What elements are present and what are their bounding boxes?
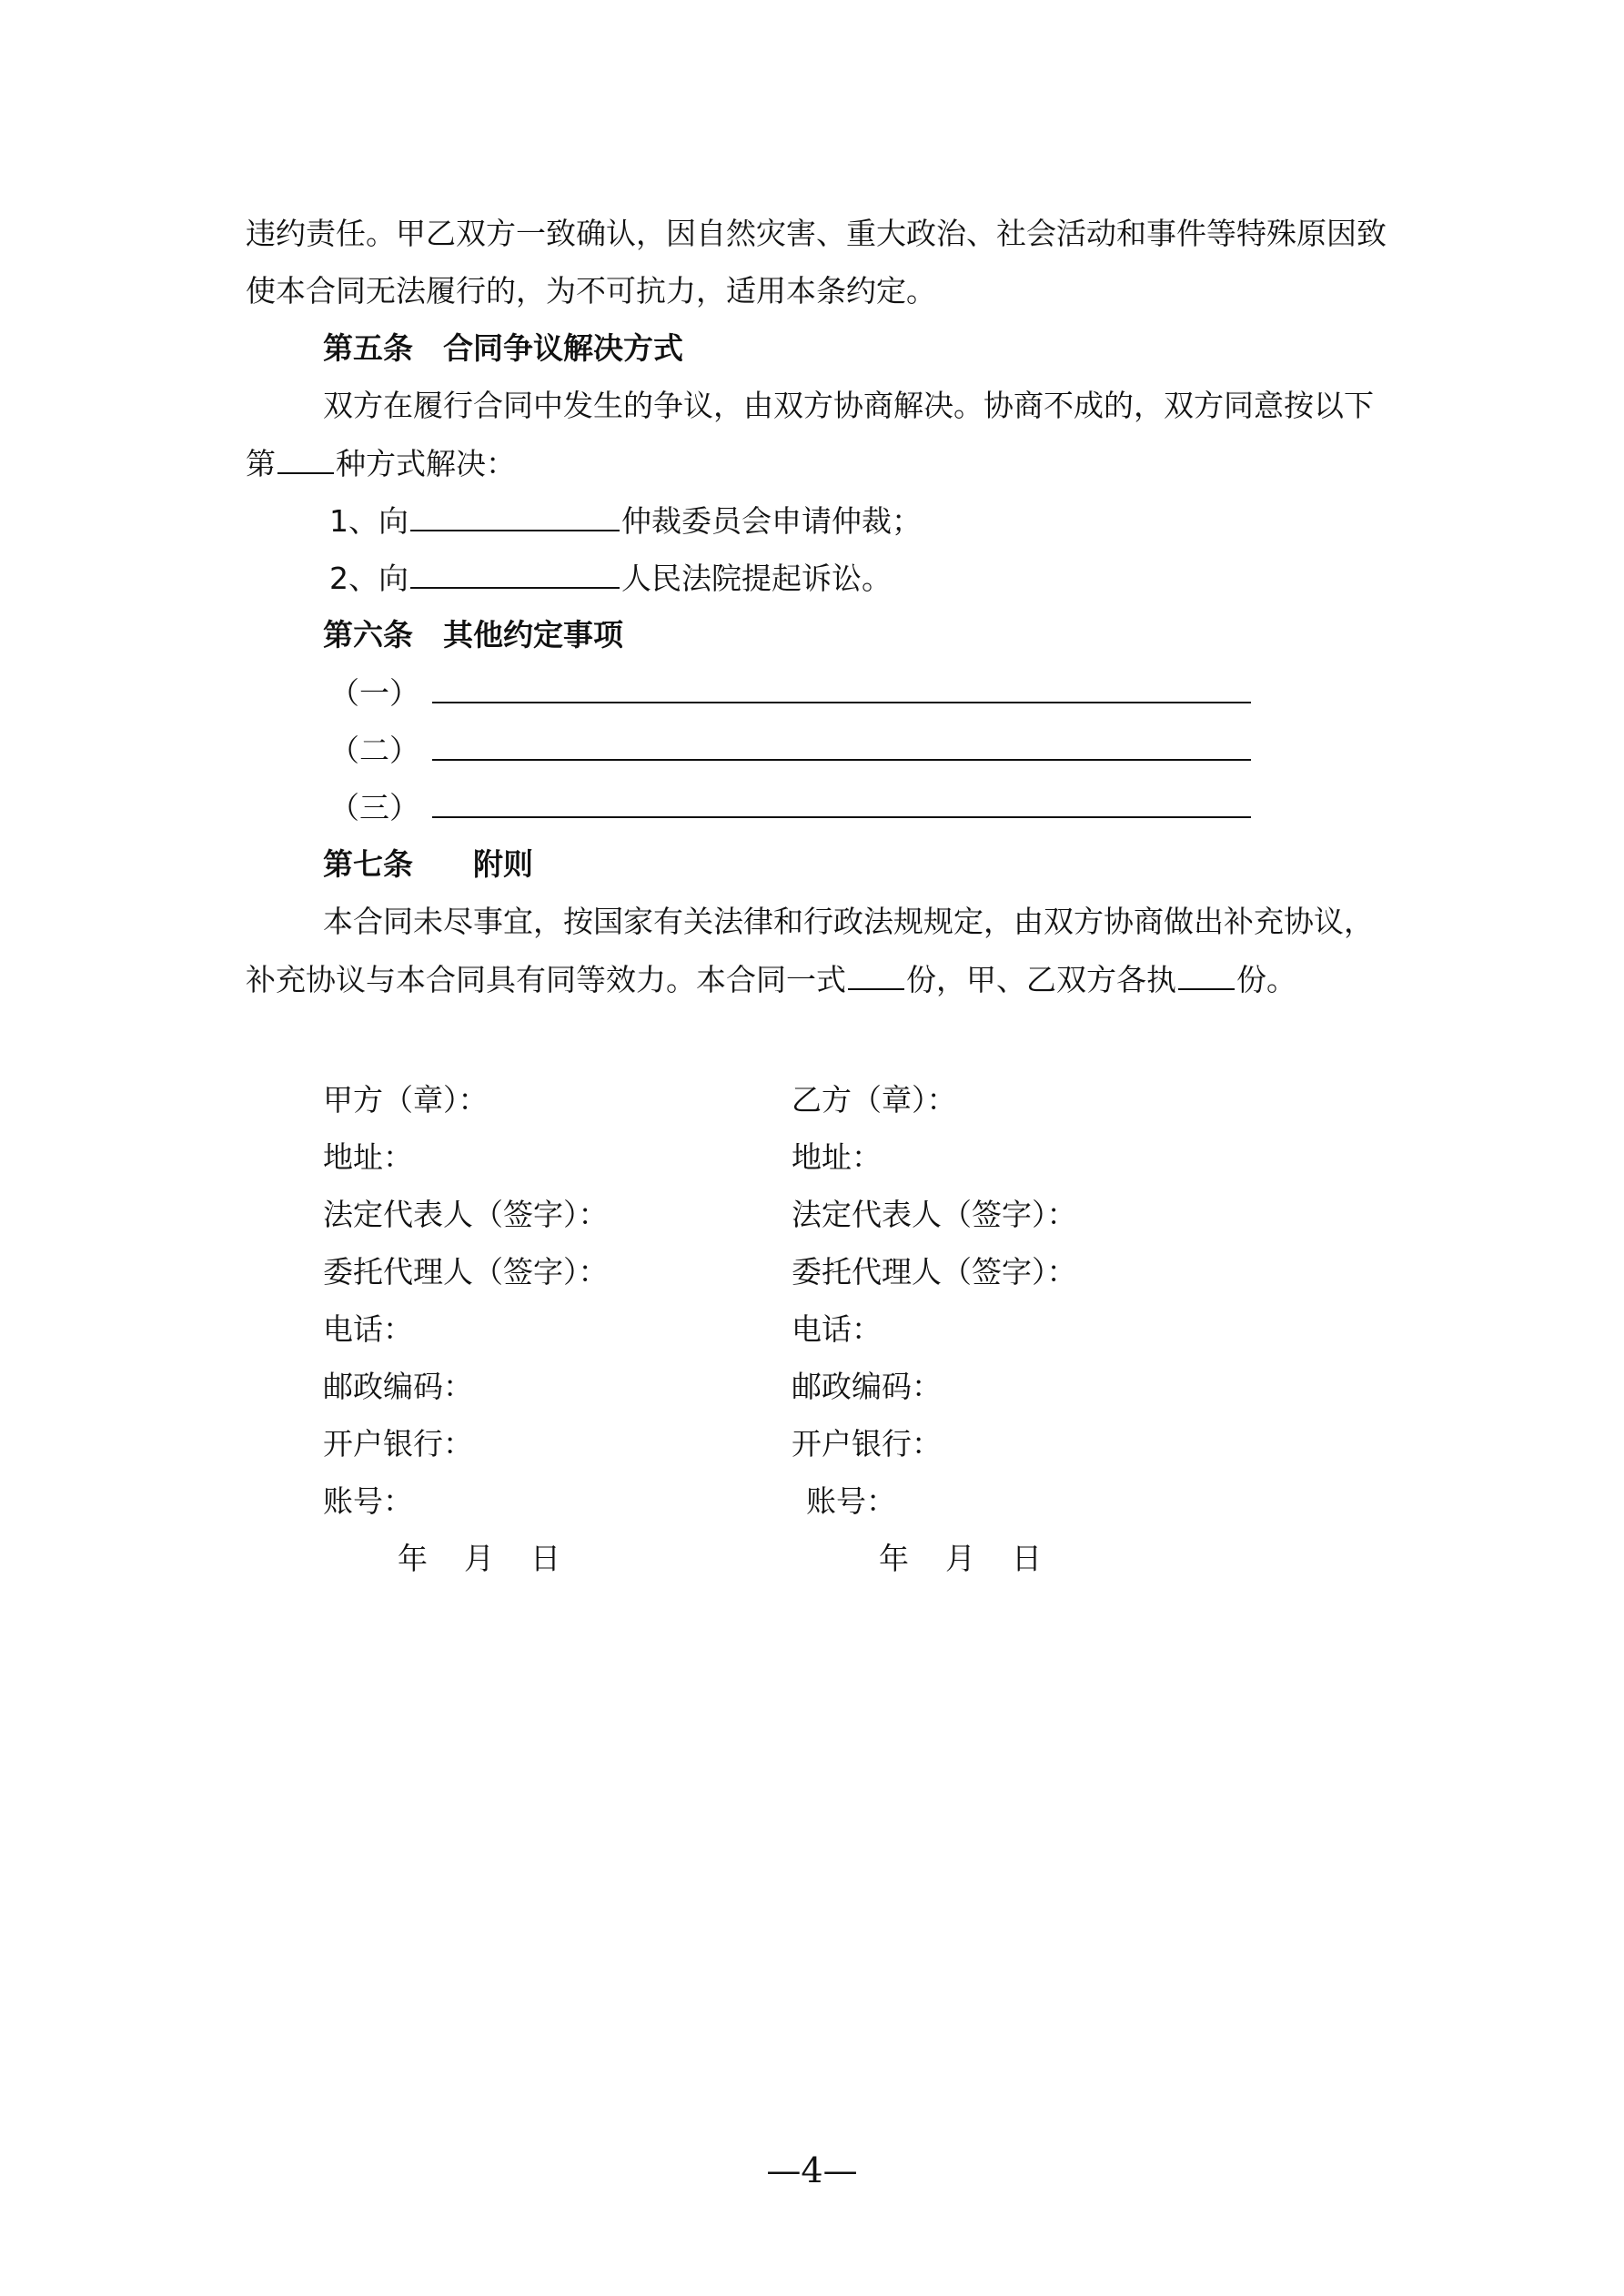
party-b-bank: 开户银行： [792, 1426, 942, 1462]
text-segment: 种方式解决： [336, 446, 516, 481]
article-5-title: 第五条 合同争议解决方式 [323, 330, 683, 366]
text-segment: 仲裁委员会申请仲裁； [621, 503, 922, 539]
date-day: 日 [530, 1541, 560, 1576]
paragraph-line: 违约责任。甲乙双方一致确认，因自然灾害、重大政治、社会活动和事件等特殊原因致 [246, 216, 1387, 251]
date-day: 日 [1012, 1541, 1042, 1576]
party-a-account: 账号： [323, 1483, 413, 1519]
other-item-2 [329, 732, 1253, 769]
item-label: （一） [329, 675, 419, 711]
date-year: 年 [398, 1541, 428, 1576]
text-segment: 份。 [1236, 962, 1296, 997]
text-segment: 第 [246, 446, 276, 481]
date-month: 月 [945, 1541, 975, 1576]
fill-blank[interactable] [432, 674, 1251, 703]
party-a-legal-rep: 法定代表人（签字）： [323, 1197, 609, 1232]
text-segment: 补充协议与本合同具有同等效力。本合同一式 [246, 962, 846, 997]
fill-blank[interactable] [432, 732, 1251, 761]
party-b-address: 地址： [792, 1139, 882, 1175]
item-label: （三） [329, 790, 419, 825]
paragraph-line: 本合同未尽事宜，按国家有关法律和行政法规规定，由双方协商做出补充协议， [323, 904, 1374, 939]
party-a-bank: 开户银行： [323, 1426, 473, 1462]
fill-blank[interactable] [1178, 961, 1235, 990]
fill-blank[interactable] [848, 961, 904, 990]
fill-blank[interactable] [410, 560, 620, 589]
paragraph-line [246, 445, 516, 482]
party-b-agent: 委托代理人（签字）： [792, 1254, 1077, 1290]
party-b-postcode: 邮政编码： [792, 1369, 942, 1404]
party-b-account: 账号： [806, 1483, 896, 1519]
date-month: 月 [464, 1541, 494, 1576]
paragraph-line: 双方在履行合同中发生的争议，由双方协商解决。协商不成的，双方同意按以下 [323, 388, 1374, 423]
party-b-date [879, 1541, 1042, 1577]
option-line-2 [329, 560, 892, 597]
fill-blank[interactable] [410, 502, 620, 531]
party-b-phone: 电话： [792, 1311, 882, 1347]
item-label: （二） [329, 733, 419, 768]
text-segment: 人民法院提起诉讼。 [621, 561, 892, 596]
party-a-phone: 电话： [323, 1311, 413, 1347]
other-item-1 [329, 674, 1253, 712]
fill-blank[interactable] [277, 445, 334, 474]
article-6-title: 第六条 其他约定事项 [323, 617, 623, 652]
party-a-seal: 甲方（章）： [323, 1082, 489, 1118]
party-a-date [398, 1541, 560, 1577]
party-a-agent: 委托代理人（签字）： [323, 1254, 609, 1290]
paragraph-line: 使本合同无法履行的，为不可抗力，适用本条约定。 [246, 273, 936, 308]
fill-blank[interactable] [432, 789, 1251, 818]
paragraph-line [246, 961, 1296, 998]
party-b-legal-rep: 法定代表人（签字）： [792, 1197, 1077, 1232]
option-line-1 [329, 502, 922, 540]
party-b-seal: 乙方（章）： [792, 1082, 957, 1118]
article-7-title: 第七条 附则 [323, 846, 533, 882]
other-item-3 [329, 789, 1253, 826]
party-a-address: 地址： [323, 1139, 413, 1175]
date-year: 年 [879, 1541, 909, 1576]
text-segment: 1、向 [329, 503, 409, 539]
text-segment: 份，甲、乙双方各执 [906, 962, 1176, 997]
page-number: —4— [766, 2150, 858, 2190]
text-segment: 2、向 [329, 561, 409, 596]
party-a-postcode: 邮政编码： [323, 1369, 473, 1404]
